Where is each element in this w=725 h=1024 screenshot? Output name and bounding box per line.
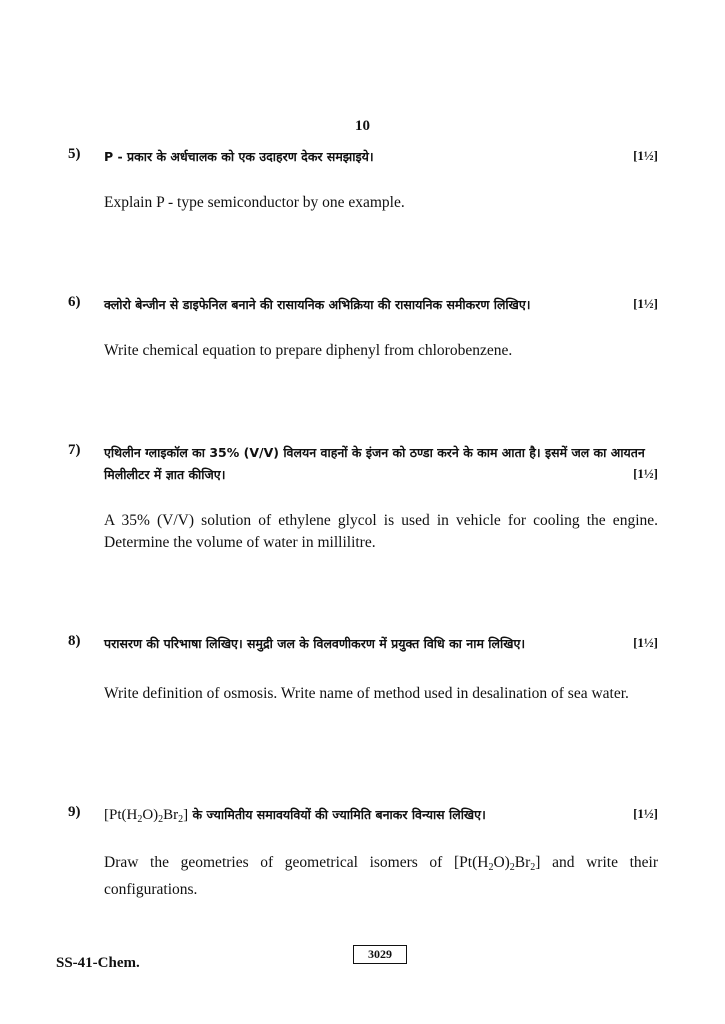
question-marks: [1½] (633, 148, 658, 163)
question-hindi-text: के ज्यामितीय समावयवियों की ज्यामिति बनाकर विन्यास लिखिए। (192, 807, 486, 822)
question-number: 5) (68, 146, 81, 162)
question-english: Explain P - type semiconductor by one example. (104, 194, 405, 211)
question-english: Draw the geometries of geometrical isomers of $[Pt(H_2O)_2Br_2]$ and write their configurations. (104, 854, 658, 898)
question-english: Write definition of osmosis. Write name of method used in desalination of sea water. (104, 685, 629, 702)
question-marks: [1½] (633, 296, 658, 311)
question-hindi (104, 804, 619, 831)
question-marks: [1½] (633, 635, 658, 650)
question-9 (68, 804, 658, 904)
question-7 (68, 442, 658, 562)
question-number: 6) (68, 294, 81, 310)
question-hindi: एथिलीन ग्लाइकॉल का 35% (V/V) विलयन वाहनों के इंजन को ठण्डा करने के काम आता है। इसमें जल का आयतन मिलीलीटर में ज्ञात कीजिए। (104, 445, 645, 482)
question-hindi: P - प्रकार के अर्धचालक को एक उदाहरण देकर समझाइये। (104, 149, 374, 164)
question-5 (68, 146, 658, 226)
formula: $[Pt(H_2O)_2Br_2]$ (104, 807, 189, 825)
formula: $[Pt(H_2O)_2Br_2]$ (453, 854, 541, 873)
question-hindi: परासरण की परिभाषा लिखिए। समुद्री जल के विलवणीकरण में प्रयुक्त विधि का नाम लिखिए। (104, 636, 526, 651)
page-number: 10 (355, 118, 370, 134)
question-number: 8) (68, 633, 81, 649)
question-marks: [1½] (633, 806, 658, 821)
question-hindi: क्लोरो बेन्जीन से डाइफेनिल बनाने की रासायनिक अभिक्रिया की रासायनिक समीकरण लिखिए। (104, 297, 531, 312)
question-number: 9) (68, 804, 81, 820)
question-english: Write chemical equation to prepare diphenyl from chlorobenzene. (104, 342, 513, 359)
paper-code: SS-41-Chem. (56, 955, 140, 971)
question-english: A 35% (V/V) solution of ethylene glycol is used in vehicle for cooling the engine. Determine the volume of water in millilitre. (104, 512, 658, 551)
question-6 (68, 294, 658, 374)
question-8 (68, 633, 658, 733)
question-number: 7) (68, 442, 81, 458)
question-marks: [1½] (633, 466, 658, 481)
page-code-box: 3029 (353, 945, 407, 964)
